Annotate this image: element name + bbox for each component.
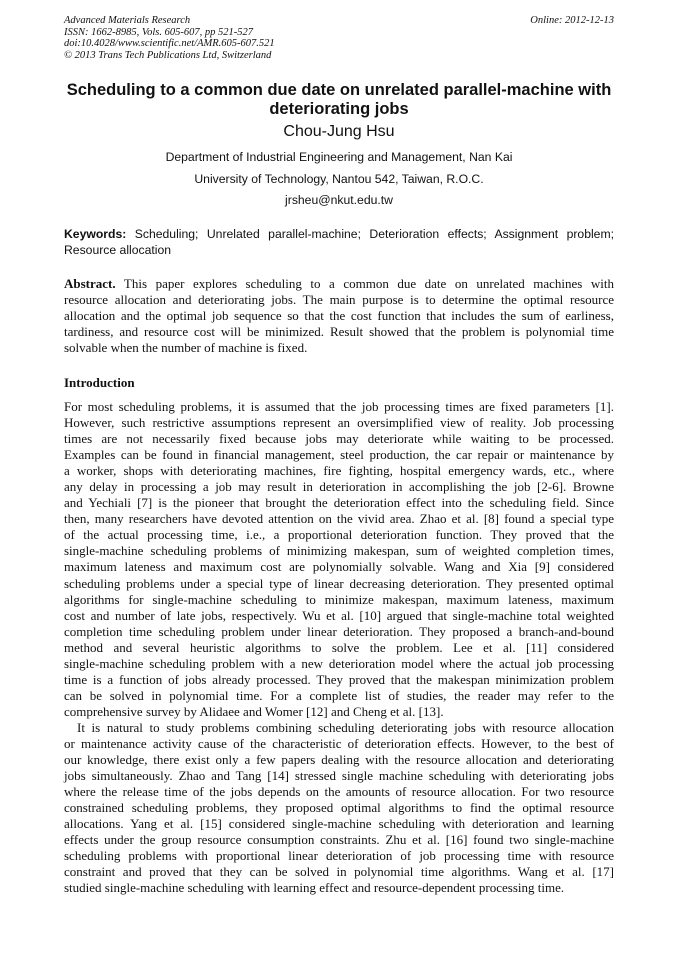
paragraph-line: scheduling problems under a special type of linear decreasing deterioration. They presented optimal	[64, 575, 614, 591]
paragraph-line: of the actual processing time, i.e., a proportional deterioration function. They proved that the	[64, 527, 614, 543]
abstract-line: allocation and the optimal job sequence so that the cost function that includes the sum of earliness,	[64, 308, 614, 324]
paragraph-line: a worker, shops with deteriorating machines, fire fighting, hospital emergency wards, etc., where	[64, 463, 614, 479]
paragraph-line: maximum lateness and maximum cost are polynomially solvable. Wang and Xia [9] considered	[64, 559, 614, 575]
copyright: © 2013 Trans Tech Publications Ltd, Switzerland	[64, 50, 272, 62]
introduction-paragraph-1	[64, 399, 614, 720]
affiliation-line: Department of Industrial Engineering and Management, Nan Kai	[165, 150, 513, 164]
paragraph-line: comprehensive survey by Alidaee and Womer [12] and Cheng et al. [13].	[64, 703, 444, 719]
paragraph-line: cost and number of late jobs, respectively. Wu et al. [10] argued that single-machine total weighted	[64, 607, 614, 623]
paragraph-line: our knowledge, there exist only a few papers dealing with the resource allocation and deteriorating	[64, 752, 614, 768]
paragraph-line: algorithms for single-machine scheduling to minimize makespan, maximum lateness, maximum	[64, 591, 614, 607]
abstract-line: tardiness, and resource cost will be minimized. Result showed that the problem is polynomial time	[64, 324, 614, 340]
paragraph-line: For most scheduling problems, it is assumed that the job processing times are fixed parameters [1].	[64, 399, 614, 414]
online-date: Online: 2012-12-13	[530, 15, 614, 26]
paragraph-line: then, many researchers have devoted attention on the vivid area. Zhao et al. [8] found a special type	[64, 511, 614, 527]
issn: ISSN: 1662-8985, Vols. 605-607, pp 521-527	[64, 26, 253, 38]
paragraph-line: effects under the group resource consumption constraints. Zhu et al. [16] found two single-machine	[64, 832, 614, 848]
paragraph-line: single-machine scheduling problem with a new deterioration model where the actual job processing	[64, 655, 614, 671]
paragraph-line: single-machine scheduling problems of minimizing makespan, sum of weighted completion times,	[64, 543, 614, 559]
paragraph-line: where the release time of the jobs depends on the amounts of resource allocation. For two resource	[64, 784, 614, 800]
paragraph-line: constraint and proved that they can be solved in polynomial time algorithms. Wang et al. [17]	[64, 864, 614, 880]
keywords	[64, 227, 614, 259]
paragraph-line: studied single-machine scheduling with learning effect and resource-dependent processing time.	[64, 880, 565, 896]
paragraph-line: completion time scheduling problem under linear deterioration. They proposed a branch-and-bound	[64, 623, 614, 639]
abstract-line: resource allocation and deteriorating jobs. The main purpose is to determine the optimal resource	[64, 292, 614, 308]
section-heading-introduction: Introduction	[64, 375, 135, 390]
journal-header	[64, 15, 614, 62]
journal-name: Advanced Materials Research	[64, 15, 191, 26]
paragraph-line: and Yechiali [7] is the pioneer that brought the deterioration effect into the scheduling field. Since	[64, 495, 614, 511]
paragraph-line: However, such restrictive assumptions represent an oversimplified view of reality. Job processing	[64, 415, 614, 431]
title-line: Scheduling to a common due date on unrelated parallel-machine with	[66, 81, 612, 99]
abstract	[64, 276, 614, 356]
doi: doi:10.4028/www.scientific.net/AMR.605-607.521	[64, 38, 275, 50]
keywords-text: Scheduling; Unrelated parallel-machine; Deterioration effects; Assignment problem;	[126, 227, 614, 241]
paragraph-line: constrained scheduling problems, they proposed optimal algorithms to find the optimal resource	[64, 800, 614, 816]
title-line: deteriorating jobs	[269, 100, 409, 118]
paragraph-line: can be solved in polynomial time. For a complete list of studies, the reader may refer to the	[64, 687, 614, 703]
author-email: jrsheu@nkut.edu.tw	[285, 193, 393, 207]
paragraph-line: times are not necessarily fixed because jobs may deteriorate while waiting to be processed.	[64, 431, 614, 447]
author: Chou-Jung Hsu	[283, 123, 395, 140]
paragraph-line: allocations. Yang et al. [15] considered single-machine scheduling with deterioration and learning	[64, 816, 614, 832]
paragraph-line: time is a function of jobs already processed. They proved that the makespan minimization problem	[64, 671, 614, 687]
paragraph-line: It is natural to study problems combining scheduling deteriorating jobs with resource allocation	[77, 720, 614, 735]
paragraph-line: Examples can be found in financial management, steel production, the car repair or maintenance by	[64, 447, 614, 463]
paragraph-line: jobs simultaneously. Zhao and Tang [14] stressed single machine scheduling with deteriorating jobs	[64, 768, 614, 784]
paragraph-line: or maintenance activity cause of the characteristic of deterioration effects. However, to the best of	[64, 736, 614, 752]
introduction-paragraph-2	[64, 720, 614, 897]
abstract-label: Abstract.	[64, 276, 116, 291]
paper-title	[40, 81, 638, 119]
affiliation-line: University of Technology, Nantou 542, Taiwan, R.O.C.	[194, 172, 484, 186]
paragraph-line: any delay in processing a job may result in deterioration in accomplishing the job [2-6]. Browne	[64, 479, 614, 495]
paragraph-line: scheduling problems with proportional linear deterioration of job processing time with resource	[64, 848, 614, 864]
keywords-label: Keywords:	[64, 227, 127, 241]
keywords-text: Resource allocation	[64, 243, 172, 258]
abstract-line: solvable when the number of machine is fixed.	[64, 340, 308, 356]
paragraph-line: method and several heuristic algorithms to solve the problem. Lee et al. [11] considered	[64, 639, 614, 655]
abstract-text: This paper explores scheduling to a common due date on unrelated machines with	[115, 276, 614, 291]
